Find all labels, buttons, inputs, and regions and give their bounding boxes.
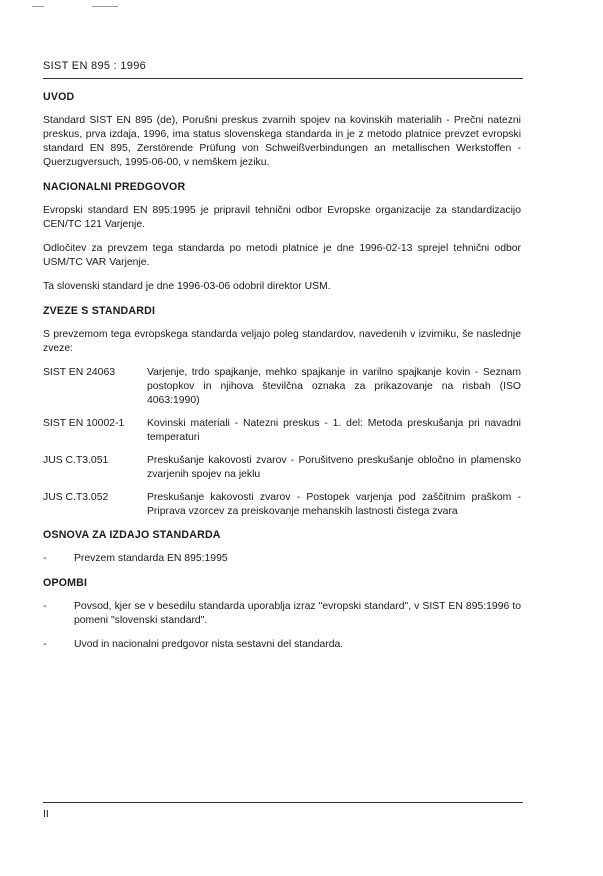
reference-title: Kovinski materiali - Natezni preskus - 1. del: Metoda preskušanja pri navadni temperaturi — [147, 418, 521, 443]
paragraph: Evropski standard EN 895:1995 je pripravil tehnični odbor Evropske organizacije za standardizacijo CEN/TC 121 Varjenje. — [43, 205, 521, 230]
reference-row — [43, 491, 521, 519]
document-body — [43, 90, 521, 662]
reference-title: Preskušanje kakovosti zvarov - Porušitveno preskušanje obločno in plamensko zvarjenih spojev na jeklu — [147, 455, 521, 480]
section-heading: OSNOVA ZA IZDAJO STANDARDA — [43, 529, 221, 541]
page-number: II — [43, 808, 49, 820]
document-id: SIST EN 895 : 1996 — [43, 60, 147, 72]
list-item — [43, 600, 521, 628]
scan-mark-right — [92, 6, 118, 7]
list-item-text: Prevzem standarda EN 895:1995 — [74, 553, 228, 564]
paragraph: Odločitev za prevzem tega standarda po metodi platnice je dne 1996-02-13 sprejel tehnični odbor USM/TC VAR Varjenje. — [43, 243, 521, 268]
reference-code: JUS C.T3.052 — [43, 492, 109, 503]
section-predgovor — [43, 180, 521, 294]
scan-mark-left — [32, 6, 44, 7]
section-heading: OPOMBI — [43, 577, 88, 589]
reference-title: Varjenje, trdo spajkanje, mehko spajkanje in varilno spajkanje kovin - Seznam postopkov in njihova številčna oznaka za prikazovanje na risbah (ISO 4063:1990) — [147, 367, 521, 406]
dash-bullet: - — [43, 639, 47, 650]
paragraph: Ta slovenski standard je dne 1996-03-06 odobril direktor USM. — [43, 281, 331, 292]
section-heading: ZVEZE S STANDARDI — [43, 305, 156, 317]
reference-row — [43, 366, 521, 408]
reference-title: Preskušanje kakovosti zvarov - Postopek varjenja pod zaščitnim praškom - Priprava vzorcev za preiskovanje mehanskih lastnosti čistega zvara — [147, 492, 521, 517]
section-zveze — [43, 304, 521, 519]
header-rule — [43, 78, 523, 79]
dash-bullet: - — [43, 553, 47, 564]
section-osnova — [43, 528, 521, 566]
reference-row — [43, 417, 521, 445]
section-opombi — [43, 576, 521, 652]
list-item-text: Povsod, kjer se v besedilu standarda uporablja izraz "evropski standard", v SIST EN 895:1996 to pomeni "slovenski standard". — [74, 601, 521, 626]
dash-bullet: - — [43, 601, 47, 612]
section-heading: NACIONALNI PREDGOVOR — [43, 181, 186, 193]
footer-rule — [43, 802, 523, 803]
list-item — [43, 552, 521, 566]
reference-row — [43, 454, 521, 482]
reference-code: SIST EN 24063 — [43, 367, 116, 378]
section-uvod — [43, 90, 521, 170]
uvod-text: Standard SIST EN 895 (de), Porušni preskus zvarnih spojev na kovinskih materialih - Prečni natezni preskus, prva izdaja, 1996, ima status slovenskega standarda in je z metodo platnice prevzet evropski standard EN 895, Zerstörende Prüfung von Schweißverbindungen an metallischen Werkstoffen - Querzugversuch, 1995-06-00, v nemškem jeziku. — [43, 115, 521, 168]
list-item-text: Uvod in nacionalni predgovor nista sestavni del standarda. — [74, 639, 344, 650]
reference-code: JUS C.T3.051 — [43, 455, 109, 466]
list-item — [43, 638, 521, 652]
reference-code: SIST EN 10002-1 — [43, 418, 125, 429]
section-heading: UVOD — [43, 91, 75, 103]
zveze-intro: S prevzemom tega evropskega standarda veljajo poleg standardov, navedenih v izvirniku, še naslednje zveze: — [43, 329, 521, 354]
